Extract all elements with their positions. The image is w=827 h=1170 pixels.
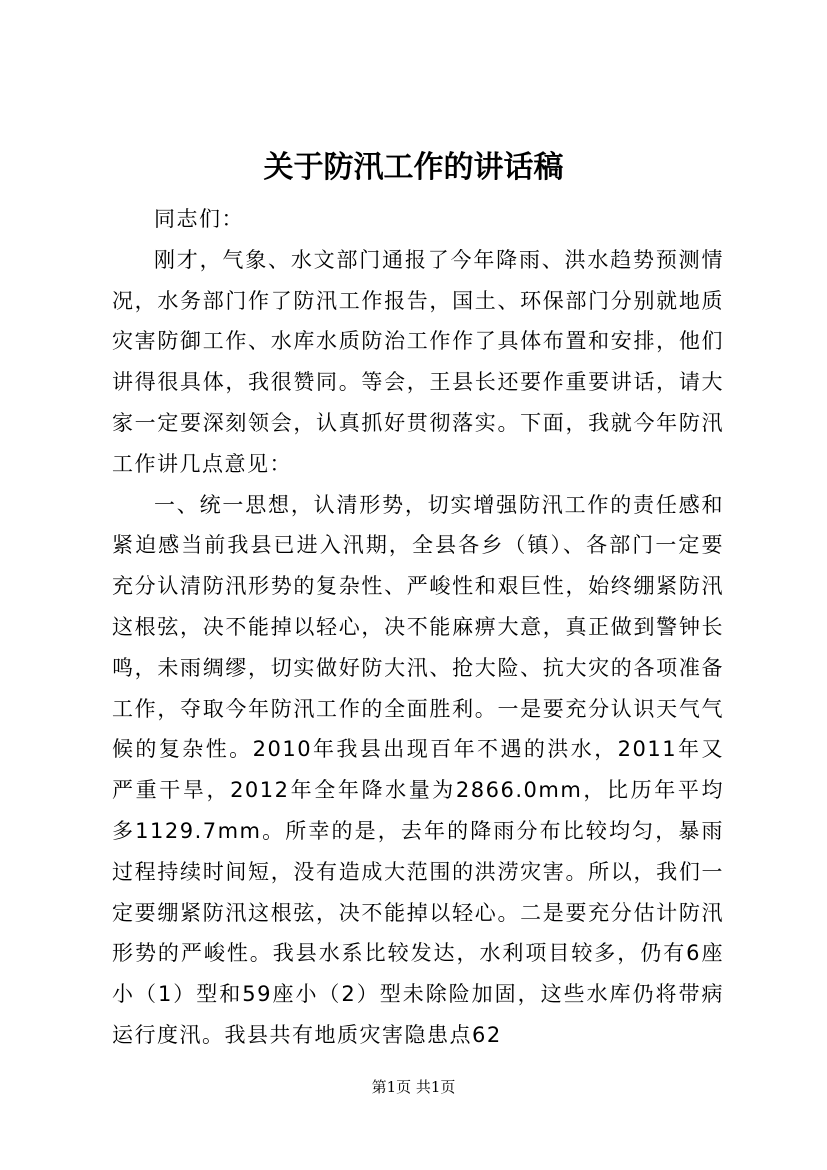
section-one-paragraph: 一、统一思想，认清形势，切实增强防汛工作的责任感和紧迫感当前我县已进入汛期，全县各乡（镇）、各部门一定要充分认清防汛形势的复杂性、严峻性和艰巨性，始终绷紧防汛这根弦，决不能掉以轻心，决不能麻痹大意，真正做到警钟长鸣，未雨绸缪，切实做好防大汛、抢大险、抗大灾的各项准备工作，夺取今年防汛工作的全面胜利。一是要充分认识天气气候的复杂性。2010年我县出现百年不遇的洪水，2011年又严重干旱，2012年全年降水量为2866.0mm，比历年平均多1129.7mm。所幸的是，去年的降雨分布比较均匀，暴雨过程持续时间短，没有造成大范围的洪涝灾害。所以，我们一定要绷紧防汛这根弦，决不能掉以轻心。二是要充分估计防汛形势的严峻性。我县水系比较发达，水利项目较多，仍有6座小（1）型和59座小（2）型未除险加固，这些水库仍将带病运行度汛。我县共有地质灾害隐患点62 xyxy=(112,492,724,1047)
page-footer: 第1页 共1页 xyxy=(371,1078,456,1096)
document-body xyxy=(112,199,724,1056)
intro-paragraph: 刚才，气象、水文部门通报了今年降雨、洪水趋势预测情况，水务部门作了防汛工作报告，国土、环保部门分别就地质灾害防御工作、水库水质防治工作作了具体布置和安排，他们讲得很具体，我很赞同。等会，王县长还要作重要讲话，请大家一定要深刻领会，认真抓好贯彻落实。下面，我就今年防汛工作讲几点意见： xyxy=(112,247,724,476)
salutation-paragraph: 同志们： xyxy=(154,207,244,231)
document-title: 关于防汛工作的讲话稿 xyxy=(263,150,564,185)
